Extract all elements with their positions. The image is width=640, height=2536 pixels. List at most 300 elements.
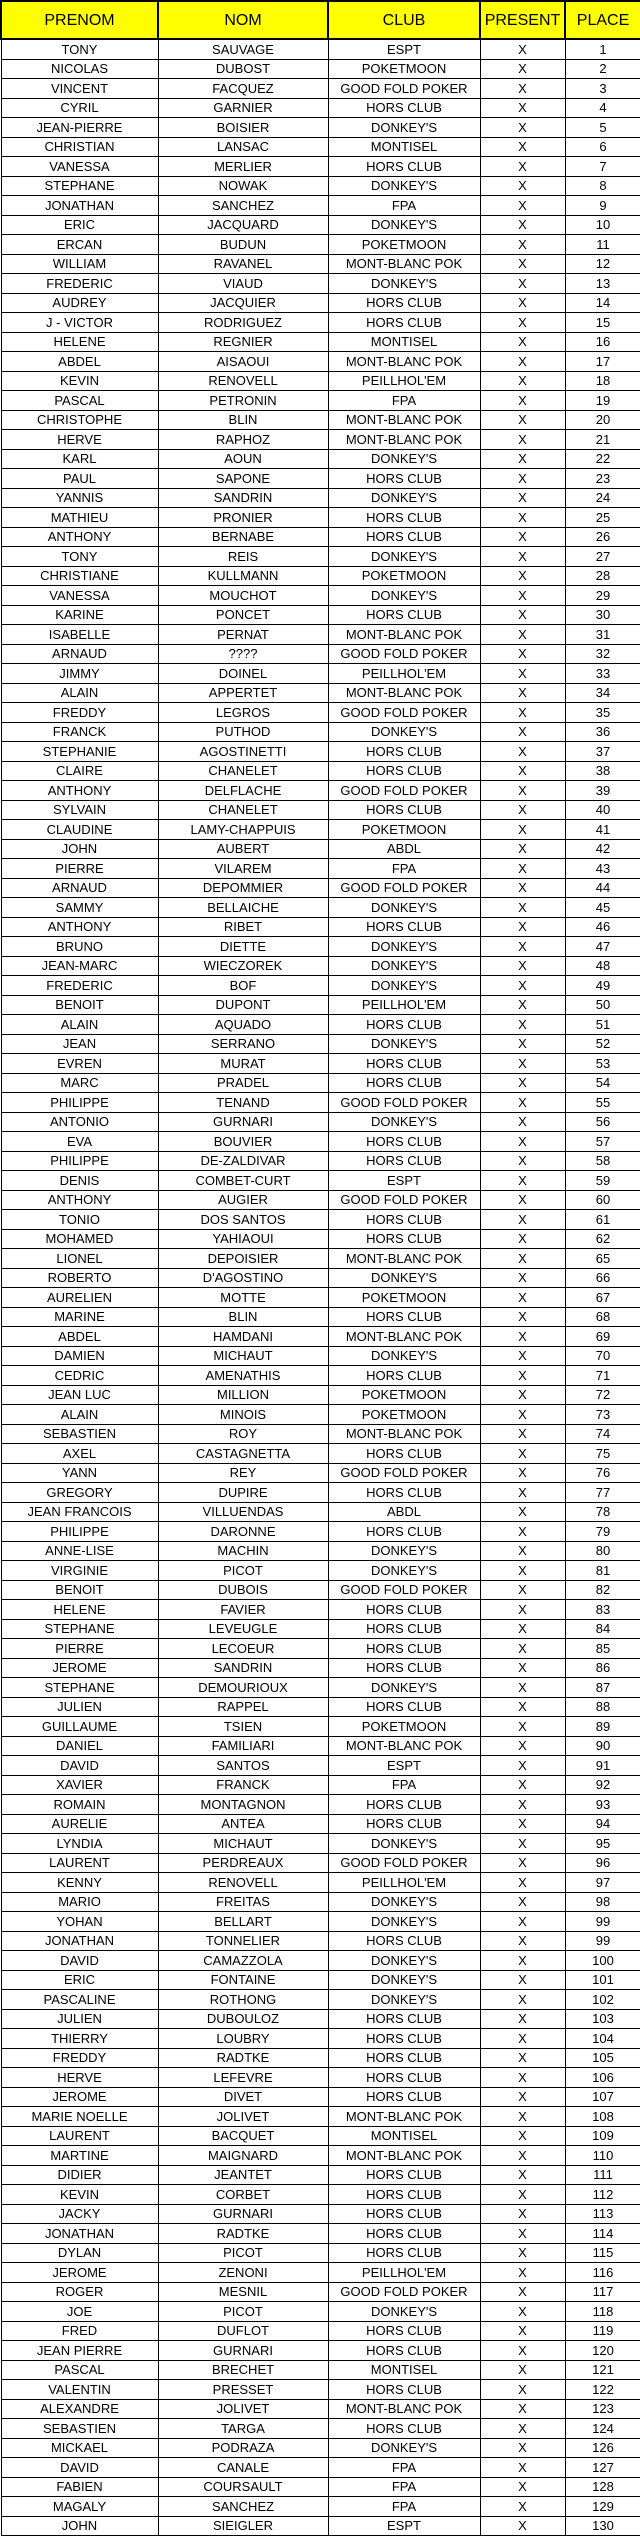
place-cell: 14 bbox=[565, 293, 640, 313]
club-cell: GOOD FOLD POKER bbox=[328, 79, 480, 99]
club-cell: HORS CLUB bbox=[328, 800, 480, 820]
table-row bbox=[1, 488, 640, 508]
present-cell: X bbox=[480, 1015, 565, 1035]
table-row bbox=[1, 1912, 640, 1932]
prenom-cell: DENIS bbox=[1, 1171, 158, 1191]
present-cell: X bbox=[480, 683, 565, 703]
present-cell: X bbox=[480, 1268, 565, 1288]
table-row bbox=[1, 1853, 640, 1873]
nom-cell: MOUCHOT bbox=[158, 586, 328, 606]
club-cell: HORS CLUB bbox=[328, 2243, 480, 2263]
club-cell: MONT-BLANC POK bbox=[328, 1327, 480, 1347]
nom-cell: BOUVIER bbox=[158, 1132, 328, 1152]
present-cell: X bbox=[480, 157, 565, 177]
table-row bbox=[1, 2068, 640, 2088]
club-cell: HORS CLUB bbox=[328, 157, 480, 177]
club-cell: DONKEY'S bbox=[328, 1834, 480, 1854]
club-cell: HORS CLUB bbox=[328, 761, 480, 781]
present-cell: X bbox=[480, 2360, 565, 2380]
club-cell: DONKEY'S bbox=[328, 118, 480, 138]
club-cell: HORS CLUB bbox=[328, 98, 480, 118]
prenom-cell: TONIO bbox=[1, 1210, 158, 1230]
place-cell: 103 bbox=[565, 2009, 640, 2029]
table-row bbox=[1, 1405, 640, 1425]
table-row bbox=[1, 2516, 640, 2536]
table-row bbox=[1, 1483, 640, 1503]
present-cell: X bbox=[480, 176, 565, 196]
table-row bbox=[1, 430, 640, 450]
prenom-cell: CHRISTOPHE bbox=[1, 410, 158, 430]
nom-cell: BLIN bbox=[158, 410, 328, 430]
nom-cell: MERLIER bbox=[158, 157, 328, 177]
club-cell: FPA bbox=[328, 859, 480, 879]
table-row bbox=[1, 391, 640, 411]
present-cell: X bbox=[480, 742, 565, 762]
place-cell: 8 bbox=[565, 176, 640, 196]
present-cell: X bbox=[480, 1600, 565, 1620]
table-row bbox=[1, 410, 640, 430]
club-cell: ESPT bbox=[328, 1171, 480, 1191]
prenom-cell: ARNAUD bbox=[1, 878, 158, 898]
prenom-cell: CYRIL bbox=[1, 98, 158, 118]
present-cell: X bbox=[480, 2497, 565, 2517]
place-cell: 91 bbox=[565, 1756, 640, 1776]
prenom-cell: STEPHANIE bbox=[1, 742, 158, 762]
place-cell: 17 bbox=[565, 352, 640, 372]
present-cell: X bbox=[480, 352, 565, 372]
place-cell: 94 bbox=[565, 1814, 640, 1834]
table-row bbox=[1, 1970, 640, 1990]
club-cell: PEILLHOL'EM bbox=[328, 2263, 480, 2283]
club-cell: GOOD FOLD POKER bbox=[328, 1093, 480, 1113]
club-cell: DONKEY'S bbox=[328, 1970, 480, 1990]
nom-cell: AQUADO bbox=[158, 1015, 328, 1035]
table-row bbox=[1, 508, 640, 528]
place-cell: 120 bbox=[565, 2341, 640, 2361]
table-row bbox=[1, 1151, 640, 1171]
club-cell: HORS CLUB bbox=[328, 1210, 480, 1230]
club-cell: HORS CLUB bbox=[328, 1483, 480, 1503]
table-row bbox=[1, 1756, 640, 1776]
prenom-cell: FREDERIC bbox=[1, 976, 158, 996]
present-cell: X bbox=[480, 79, 565, 99]
prenom-cell: JEROME bbox=[1, 1658, 158, 1678]
nom-cell: MONTAGNON bbox=[158, 1795, 328, 1815]
place-cell: 99 bbox=[565, 1912, 640, 1932]
place-cell: 55 bbox=[565, 1093, 640, 1113]
present-cell: X bbox=[480, 1249, 565, 1269]
club-cell: HORS CLUB bbox=[328, 1619, 480, 1639]
nom-cell: DEPOISIER bbox=[158, 1249, 328, 1269]
club-cell: FPA bbox=[328, 196, 480, 216]
header-present: PRESENT bbox=[480, 1, 565, 39]
place-cell: 12 bbox=[565, 254, 640, 274]
prenom-cell: LIONEL bbox=[1, 1249, 158, 1269]
table-row bbox=[1, 1015, 640, 1035]
place-cell: 112 bbox=[565, 2185, 640, 2205]
table-row bbox=[1, 1678, 640, 1698]
place-cell: 13 bbox=[565, 274, 640, 294]
header-place: PLACE bbox=[565, 1, 640, 39]
table-row bbox=[1, 2165, 640, 2185]
nom-cell: SANDRIN bbox=[158, 1658, 328, 1678]
nom-cell: SANCHEZ bbox=[158, 2497, 328, 2517]
place-cell: 45 bbox=[565, 898, 640, 918]
club-cell: DONKEY'S bbox=[328, 1912, 480, 1932]
nom-cell: FAMILIARI bbox=[158, 1736, 328, 1756]
nom-cell: BLIN bbox=[158, 1307, 328, 1327]
present-cell: X bbox=[480, 98, 565, 118]
prenom-cell: ABDEL bbox=[1, 352, 158, 372]
prenom-cell: ANTHONY bbox=[1, 527, 158, 547]
nom-cell: FONTAINE bbox=[158, 1970, 328, 1990]
present-cell: X bbox=[480, 566, 565, 586]
nom-cell: SIEIGLER bbox=[158, 2516, 328, 2536]
club-cell: HORS CLUB bbox=[328, 508, 480, 528]
table-row bbox=[1, 1600, 640, 1620]
club-cell: DONKEY'S bbox=[328, 215, 480, 235]
place-cell: 127 bbox=[565, 2458, 640, 2478]
table-row bbox=[1, 2399, 640, 2419]
club-cell: MONT-BLANC POK bbox=[328, 410, 480, 430]
place-cell: 86 bbox=[565, 1658, 640, 1678]
present-cell: X bbox=[480, 2185, 565, 2205]
prenom-cell: STEPHANE bbox=[1, 176, 158, 196]
prenom-cell: JEAN FRANCOIS bbox=[1, 1502, 158, 1522]
table-row bbox=[1, 215, 640, 235]
header-nom: NOM bbox=[158, 1, 328, 39]
table-row bbox=[1, 2204, 640, 2224]
club-cell: POKETMOON bbox=[328, 1288, 480, 1308]
table-row bbox=[1, 137, 640, 157]
table-row bbox=[1, 1795, 640, 1815]
nom-cell: FAVIER bbox=[158, 1600, 328, 1620]
prenom-cell: JONATHAN bbox=[1, 2224, 158, 2244]
present-cell: X bbox=[480, 1502, 565, 1522]
nom-cell: PONCET bbox=[158, 605, 328, 625]
present-cell: X bbox=[480, 1580, 565, 1600]
nom-cell: KULLMANN bbox=[158, 566, 328, 586]
nom-cell: JOLIVET bbox=[158, 2399, 328, 2419]
prenom-cell: SYLVAIN bbox=[1, 800, 158, 820]
table-row bbox=[1, 1385, 640, 1405]
present-cell: X bbox=[480, 1405, 565, 1425]
club-cell: PEILLHOL'EM bbox=[328, 664, 480, 684]
table-row bbox=[1, 2224, 640, 2244]
nom-cell: YAHIAOUI bbox=[158, 1229, 328, 1249]
prenom-cell: BRUNO bbox=[1, 937, 158, 957]
present-cell: X bbox=[480, 547, 565, 567]
prenom-cell: MATHIEU bbox=[1, 508, 158, 528]
place-cell: 85 bbox=[565, 1639, 640, 1659]
place-cell: 4 bbox=[565, 98, 640, 118]
table-row bbox=[1, 586, 640, 606]
prenom-cell: JEAN LUC bbox=[1, 1385, 158, 1405]
prenom-cell: KARINE bbox=[1, 605, 158, 625]
present-cell: X bbox=[480, 2224, 565, 2244]
club-cell: HORS CLUB bbox=[328, 605, 480, 625]
club-cell: DONKEY'S bbox=[328, 1951, 480, 1971]
nom-cell: TSIEN bbox=[158, 1717, 328, 1737]
present-cell: X bbox=[480, 1873, 565, 1893]
nom-cell: AMENATHIS bbox=[158, 1366, 328, 1386]
place-cell: 26 bbox=[565, 527, 640, 547]
present-cell: X bbox=[480, 59, 565, 79]
present-cell: X bbox=[480, 2302, 565, 2322]
place-cell: 87 bbox=[565, 1678, 640, 1698]
prenom-cell: DAVID bbox=[1, 1951, 158, 1971]
table-row bbox=[1, 1073, 640, 1093]
nom-cell: PERNAT bbox=[158, 625, 328, 645]
present-cell: X bbox=[480, 313, 565, 333]
club-cell: POKETMOON bbox=[328, 1717, 480, 1737]
place-cell: 123 bbox=[565, 2399, 640, 2419]
club-cell: DONKEY'S bbox=[328, 1990, 480, 2010]
club-cell: POKETMOON bbox=[328, 1385, 480, 1405]
club-cell: GOOD FOLD POKER bbox=[328, 703, 480, 723]
prenom-cell: ISABELLE bbox=[1, 625, 158, 645]
nom-cell: DOS SANTOS bbox=[158, 1210, 328, 1230]
place-cell: 41 bbox=[565, 820, 640, 840]
club-cell: GOOD FOLD POKER bbox=[328, 1580, 480, 1600]
prenom-cell: J - VICTOR bbox=[1, 313, 158, 333]
club-cell: HORS CLUB bbox=[328, 2165, 480, 2185]
prenom-cell: HERVE bbox=[1, 2068, 158, 2088]
club-cell: HORS CLUB bbox=[328, 917, 480, 937]
prenom-cell: ANTONIO bbox=[1, 1112, 158, 1132]
club-cell: HORS CLUB bbox=[328, 527, 480, 547]
table-row bbox=[1, 781, 640, 801]
present-cell: X bbox=[480, 196, 565, 216]
table-row bbox=[1, 118, 640, 138]
nom-cell: WIECZOREK bbox=[158, 956, 328, 976]
table-row bbox=[1, 1327, 640, 1347]
place-cell: 52 bbox=[565, 1034, 640, 1054]
place-cell: 16 bbox=[565, 332, 640, 352]
present-cell: X bbox=[480, 586, 565, 606]
present-cell: X bbox=[480, 137, 565, 157]
prenom-cell: BENOIT bbox=[1, 1580, 158, 1600]
present-cell: X bbox=[480, 1561, 565, 1581]
prenom-cell: ALAIN bbox=[1, 683, 158, 703]
place-cell: 107 bbox=[565, 2087, 640, 2107]
place-cell: 124 bbox=[565, 2419, 640, 2439]
table-row bbox=[1, 761, 640, 781]
present-cell: X bbox=[480, 254, 565, 274]
place-cell: 31 bbox=[565, 625, 640, 645]
nom-cell: PICOT bbox=[158, 2302, 328, 2322]
table-row bbox=[1, 1541, 640, 1561]
prenom-cell: LYNDIA bbox=[1, 1834, 158, 1854]
prenom-cell: JONATHAN bbox=[1, 196, 158, 216]
prenom-cell: DIDIER bbox=[1, 2165, 158, 2185]
club-cell: MONT-BLANC POK bbox=[328, 683, 480, 703]
club-cell: HORS CLUB bbox=[328, 1931, 480, 1951]
present-cell: X bbox=[480, 1190, 565, 1210]
place-cell: 90 bbox=[565, 1736, 640, 1756]
table-row bbox=[1, 976, 640, 996]
prenom-cell: VANESSA bbox=[1, 586, 158, 606]
nom-cell: MOTTE bbox=[158, 1288, 328, 1308]
present-cell: X bbox=[480, 1717, 565, 1737]
prenom-cell: KEVIN bbox=[1, 2185, 158, 2205]
place-cell: 82 bbox=[565, 1580, 640, 1600]
place-cell: 99 bbox=[565, 1931, 640, 1951]
nom-cell: COMBET-CURT bbox=[158, 1171, 328, 1191]
nom-cell: REY bbox=[158, 1463, 328, 1483]
nom-cell: PERDREAUX bbox=[158, 1853, 328, 1873]
nom-cell: PICOT bbox=[158, 2243, 328, 2263]
table-row bbox=[1, 39, 640, 59]
place-cell: 110 bbox=[565, 2146, 640, 2166]
place-cell: 102 bbox=[565, 1990, 640, 2010]
prenom-cell: VINCENT bbox=[1, 79, 158, 99]
present-cell: X bbox=[480, 1756, 565, 1776]
present-cell: X bbox=[480, 2399, 565, 2419]
prenom-cell: JOHN bbox=[1, 839, 158, 859]
present-cell: X bbox=[480, 2107, 565, 2127]
club-cell: MONT-BLANC POK bbox=[328, 430, 480, 450]
prenom-cell: JOHN bbox=[1, 2516, 158, 2536]
table-row bbox=[1, 79, 640, 99]
present-cell: X bbox=[480, 2048, 565, 2068]
club-cell: HORS CLUB bbox=[328, 1015, 480, 1035]
nom-cell: PRESSET bbox=[158, 2380, 328, 2400]
place-cell: 88 bbox=[565, 1697, 640, 1717]
nom-cell: GARNIER bbox=[158, 98, 328, 118]
present-cell: X bbox=[480, 1034, 565, 1054]
place-cell: 10 bbox=[565, 215, 640, 235]
place-cell: 48 bbox=[565, 956, 640, 976]
prenom-cell: ROMAIN bbox=[1, 1795, 158, 1815]
nom-cell: LOUBRY bbox=[158, 2029, 328, 2049]
prenom-cell: DAMIEN bbox=[1, 1346, 158, 1366]
nom-cell: DELFLACHE bbox=[158, 781, 328, 801]
nom-cell: SANCHEZ bbox=[158, 196, 328, 216]
nom-cell: TONNELIER bbox=[158, 1931, 328, 1951]
present-cell: X bbox=[480, 917, 565, 937]
nom-cell: DUBOST bbox=[158, 59, 328, 79]
nom-cell: DUPONT bbox=[158, 995, 328, 1015]
place-cell: 60 bbox=[565, 1190, 640, 1210]
nom-cell: MESNIL bbox=[158, 2282, 328, 2302]
nom-cell: DIVET bbox=[158, 2087, 328, 2107]
header-prenom: PRENOM bbox=[1, 1, 158, 39]
present-cell: X bbox=[480, 391, 565, 411]
present-cell: X bbox=[480, 1853, 565, 1873]
present-cell: X bbox=[480, 703, 565, 723]
prenom-cell: ALEXANDRE bbox=[1, 2399, 158, 2419]
club-cell: HORS CLUB bbox=[328, 1639, 480, 1659]
place-cell: 72 bbox=[565, 1385, 640, 1405]
place-cell: 97 bbox=[565, 1873, 640, 1893]
present-cell: X bbox=[480, 2341, 565, 2361]
present-cell: X bbox=[480, 1307, 565, 1327]
table-row bbox=[1, 2321, 640, 2341]
place-cell: 117 bbox=[565, 2282, 640, 2302]
table-row bbox=[1, 1346, 640, 1366]
place-cell: 28 bbox=[565, 566, 640, 586]
table-row bbox=[1, 1814, 640, 1834]
nom-cell: LEFEVRE bbox=[158, 2068, 328, 2088]
table-row bbox=[1, 1054, 640, 1074]
nom-cell: ROY bbox=[158, 1424, 328, 1444]
club-cell: GOOD FOLD POKER bbox=[328, 644, 480, 664]
present-cell: X bbox=[480, 761, 565, 781]
nom-cell: VILAREM bbox=[158, 859, 328, 879]
nom-cell: RIBET bbox=[158, 917, 328, 937]
table-row bbox=[1, 2009, 640, 2029]
table-row bbox=[1, 547, 640, 567]
club-cell: HORS CLUB bbox=[328, 1444, 480, 1464]
present-cell: X bbox=[480, 215, 565, 235]
place-cell: 21 bbox=[565, 430, 640, 450]
present-cell: X bbox=[480, 2516, 565, 2536]
present-cell: X bbox=[480, 1639, 565, 1659]
present-cell: X bbox=[480, 1541, 565, 1561]
nom-cell: RADTKE bbox=[158, 2048, 328, 2068]
club-cell: HORS CLUB bbox=[328, 2341, 480, 2361]
present-cell: X bbox=[480, 937, 565, 957]
club-cell: HORS CLUB bbox=[328, 1697, 480, 1717]
club-cell: FPA bbox=[328, 2458, 480, 2478]
present-cell: X bbox=[480, 274, 565, 294]
present-cell: X bbox=[480, 1054, 565, 1074]
table-row bbox=[1, 2107, 640, 2127]
club-cell: MONTISEL bbox=[328, 332, 480, 352]
prenom-cell: JEROME bbox=[1, 2087, 158, 2107]
nom-cell: PRADEL bbox=[158, 1073, 328, 1093]
prenom-cell: MARC bbox=[1, 1073, 158, 1093]
nom-cell: COURSAULT bbox=[158, 2477, 328, 2497]
prenom-cell: STEPHANE bbox=[1, 1619, 158, 1639]
nom-cell: RAVANEL bbox=[158, 254, 328, 274]
nom-cell: REIS bbox=[158, 547, 328, 567]
club-cell: GOOD FOLD POKER bbox=[328, 1463, 480, 1483]
club-cell: HORS CLUB bbox=[328, 1658, 480, 1678]
place-cell: 51 bbox=[565, 1015, 640, 1035]
prenom-cell: ALAIN bbox=[1, 1015, 158, 1035]
prenom-cell: VALENTIN bbox=[1, 2380, 158, 2400]
table-row bbox=[1, 2360, 640, 2380]
place-cell: 46 bbox=[565, 917, 640, 937]
table-row bbox=[1, 956, 640, 976]
present-cell: X bbox=[480, 1073, 565, 1093]
prenom-cell: VIRGINIE bbox=[1, 1561, 158, 1581]
prenom-cell: MAGALY bbox=[1, 2497, 158, 2517]
prenom-cell: MARTINE bbox=[1, 2146, 158, 2166]
club-cell: HORS CLUB bbox=[328, 313, 480, 333]
prenom-cell: AXEL bbox=[1, 1444, 158, 1464]
club-cell: GOOD FOLD POKER bbox=[328, 878, 480, 898]
present-cell: X bbox=[480, 995, 565, 1015]
table-row bbox=[1, 1190, 640, 1210]
nom-cell: MAIGNARD bbox=[158, 2146, 328, 2166]
place-cell: 80 bbox=[565, 1541, 640, 1561]
table-row bbox=[1, 449, 640, 469]
club-cell: GOOD FOLD POKER bbox=[328, 1190, 480, 1210]
table-row bbox=[1, 1990, 640, 2010]
club-cell: DONKEY'S bbox=[328, 547, 480, 567]
nom-cell: TARGA bbox=[158, 2419, 328, 2439]
club-cell: DONKEY'S bbox=[328, 898, 480, 918]
place-cell: 73 bbox=[565, 1405, 640, 1425]
table-row bbox=[1, 1210, 640, 1230]
club-cell: HORS CLUB bbox=[328, 469, 480, 489]
nom-cell: AUBERT bbox=[158, 839, 328, 859]
prenom-cell: FREDDY bbox=[1, 2048, 158, 2068]
place-cell: 104 bbox=[565, 2029, 640, 2049]
